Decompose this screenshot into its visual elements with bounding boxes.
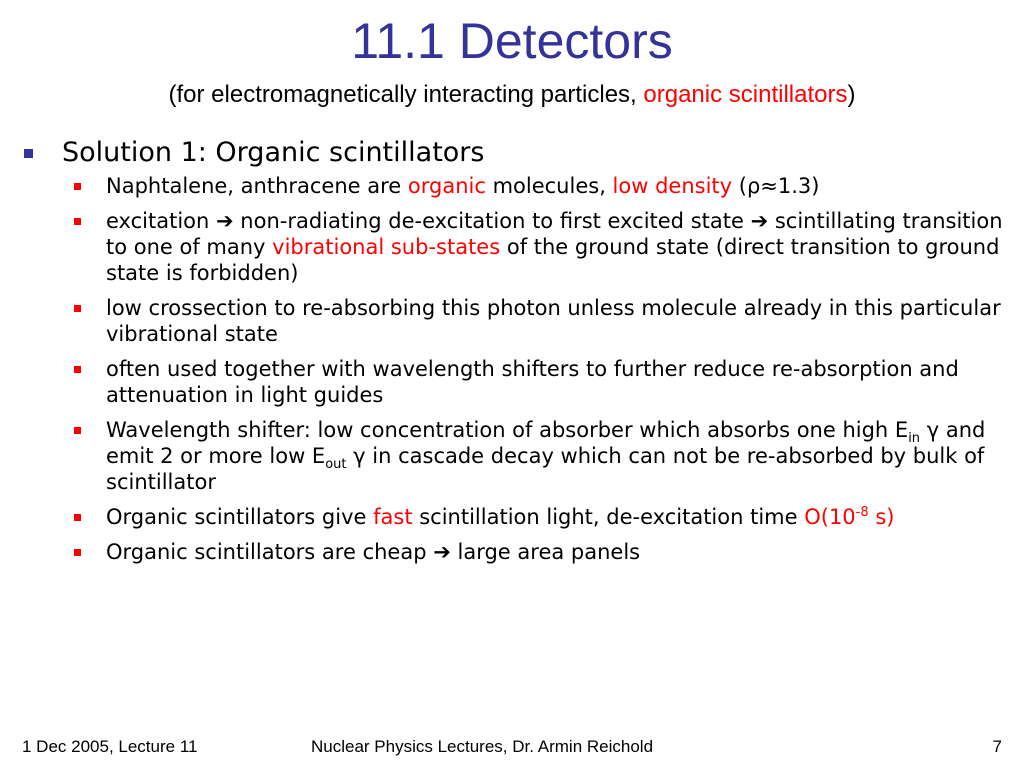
page-number: 7 <box>992 737 1002 756</box>
bullet-text: Wavelength shifter: low concentration of absorber which absorbs one high E <box>106 418 909 442</box>
superscript-exponent: -8 <box>855 505 869 520</box>
bullet-text: large area panels <box>450 540 641 564</box>
bullet-fast-light <box>64 504 1010 530</box>
square-bullet-icon <box>74 218 81 225</box>
highlight-text: fast <box>373 505 413 529</box>
main-bullet-text: Solution 1: Organic scintillators <box>62 137 485 168</box>
bullet-text: (ρ≈1.3) <box>732 174 820 198</box>
bullet-density <box>64 173 1010 199</box>
square-bullet-icon <box>74 183 81 190</box>
bullet-cheap <box>64 539 1010 565</box>
bullet-text: Organic scintillators are cheap <box>106 540 434 564</box>
slide-subtitle <box>0 79 1024 111</box>
bullet-crossection <box>64 295 1010 347</box>
bullet-excitation <box>64 208 1010 286</box>
bullet-text: non-radiating de-excitation to first excited state <box>233 209 751 233</box>
bullet-wavelength-shifter-def <box>64 417 1010 495</box>
bullet-text: molecules, <box>485 174 613 198</box>
square-bullet-icon <box>24 149 33 158</box>
subtitle-text: (for electromagnetically interacting particles, <box>168 81 644 108</box>
right-arrow-icon: ➔ <box>433 540 451 564</box>
bullet-text: excitation <box>106 209 216 233</box>
square-bullet-icon <box>74 366 81 373</box>
bullet-text: often used together with wavelength shifters to further reduce re-absorption and attenuation in light guides <box>106 357 959 407</box>
square-bullet-icon <box>74 514 81 521</box>
highlight-text: s) <box>868 505 895 529</box>
highlight-text: vibrational sub-states <box>272 235 501 259</box>
footer-date: 1 Dec 2005, Lecture 11 <box>22 737 198 756</box>
subtitle-close: ) <box>847 81 856 108</box>
square-bullet-icon <box>74 305 81 312</box>
bullet-text: scintillating transition to one of many <box>106 209 1003 259</box>
slide-content <box>20 134 1010 574</box>
subtitle-highlight: organic scintillators <box>643 81 848 108</box>
sub-bullet-list <box>20 173 1010 565</box>
right-arrow-icon: ➔ <box>216 209 234 233</box>
subscript-out: out <box>325 457 347 473</box>
footer-course: Nuclear Physics Lectures, Dr. Armin Reichold <box>311 737 654 756</box>
main-bullet <box>20 134 1010 171</box>
bullet-wavelength-shifters <box>64 356 1010 408</box>
right-arrow-icon: ➔ <box>750 209 769 233</box>
bullet-text: Naphtalene, anthracene are <box>106 174 408 198</box>
highlight-text: low density <box>612 174 733 198</box>
subscript-in: in <box>908 431 921 447</box>
bullet-text: γ in cascade decay which can not be re-absorbed by bulk of scintillator <box>106 444 985 494</box>
highlight-text: organic <box>407 174 486 198</box>
bullet-text: γ and emit 2 or more low E <box>106 418 986 468</box>
bullet-text: Organic scintillators give <box>106 505 374 529</box>
square-bullet-icon <box>74 427 81 434</box>
slide-title: 11.1 Detectors <box>351 13 673 69</box>
square-bullet-icon <box>74 549 81 556</box>
bullet-text: of the ground state (direct transition to ground state is forbidden) <box>106 235 1000 285</box>
bullet-text: low crossection to re-absorbing this photon unless molecule already in this particular vibrational state <box>106 296 1001 346</box>
highlight-text: O(10 <box>804 505 856 529</box>
bullet-text: scintillation light, de-excitation time <box>412 505 805 529</box>
